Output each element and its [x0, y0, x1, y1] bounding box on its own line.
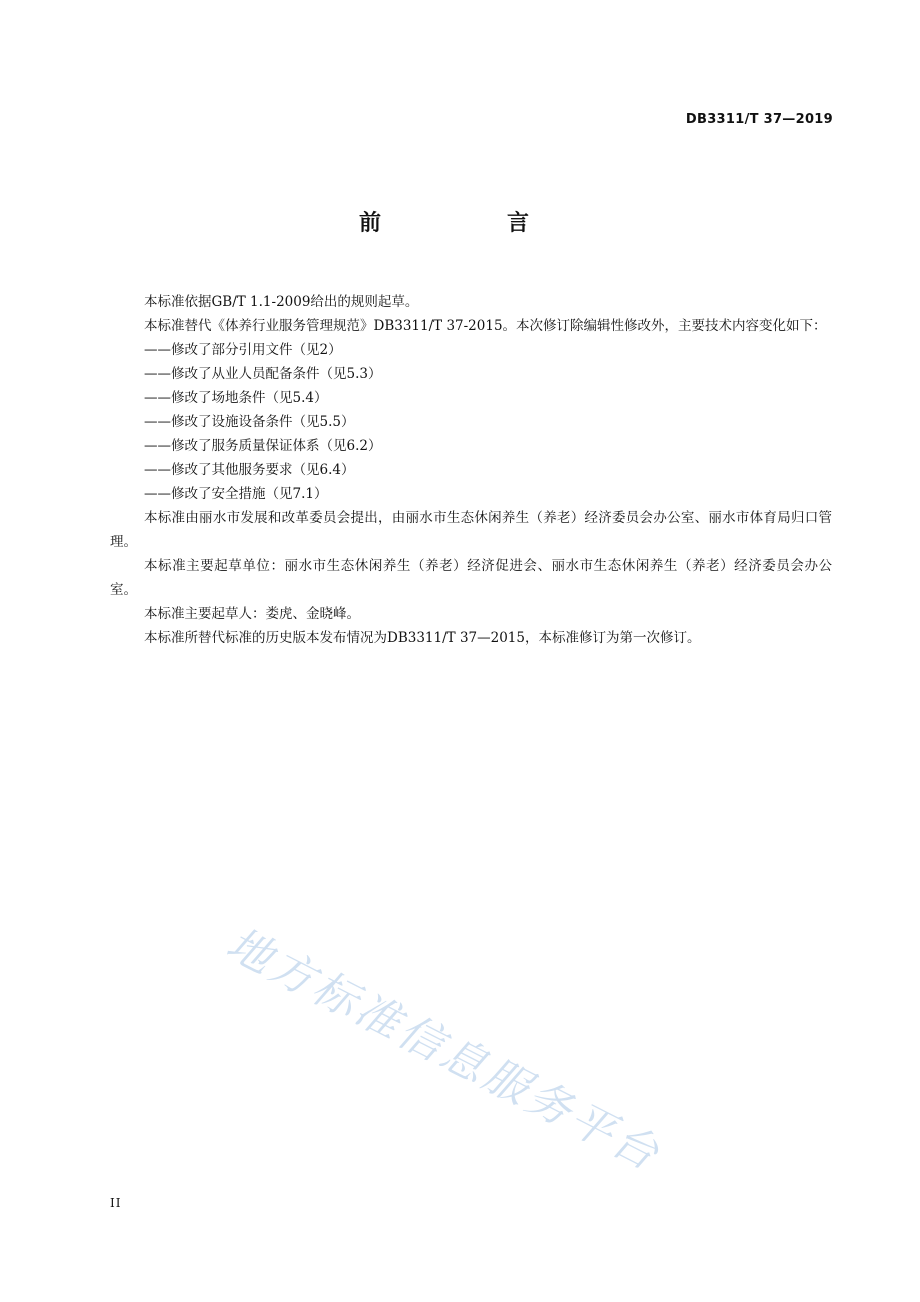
change-item: ——修改了设施设备条件（见5.5）: [144, 414, 355, 430]
foreword-body: [110, 290, 832, 650]
watermark: 地方标准信息服务平台: [218, 918, 670, 1182]
change-list: [110, 338, 832, 506]
change-item: ——修改了部分引用文件（见2）: [144, 342, 342, 358]
change-item: ——修改了其他服务要求（见6.4）: [144, 462, 355, 478]
paragraph-drafting-units: 本标准主要起草单位：丽水市生态休闲养生（养老）经济促进会、丽水市生态休闲养生（养老）经济委员会办公室。: [110, 558, 832, 598]
page-number: II: [110, 1196, 122, 1210]
paragraph-drafters: 本标准主要起草人：娄虎、金晓峰。: [144, 606, 360, 622]
paragraph-proposer: 本标准由丽水市发展和改革委员会提出，由丽水市生态休闲养生（养老）经济委员会办公室、丽水市体育局归口管理。: [110, 510, 832, 550]
change-item: ——修改了场地条件（见5.4）: [144, 390, 328, 406]
change-item: ——修改了服务质量保证体系（见6.2）: [144, 438, 382, 454]
paragraph-history: 本标准所替代标准的历史版本发布情况为DB3311/T 37—2015，本标准修订为第一次修订。: [144, 630, 701, 646]
paragraph-drafting-rules: 本标准依据GB/T 1.1-2009给出的规则起草。: [144, 294, 419, 310]
change-item: ——修改了从业人员配备条件（见5.3）: [144, 366, 382, 382]
change-item: ——修改了安全措施（见7.1）: [144, 486, 328, 502]
document-code: DB3311/T 37—2019: [685, 112, 833, 127]
page-title: 前 言: [358, 211, 581, 236]
paragraph-replacement: 本标准替代《体养行业服务管理规范》DB3311/T 37-2015。本次修订除编辑性修改外，主要技术内容变化如下：: [144, 318, 827, 334]
